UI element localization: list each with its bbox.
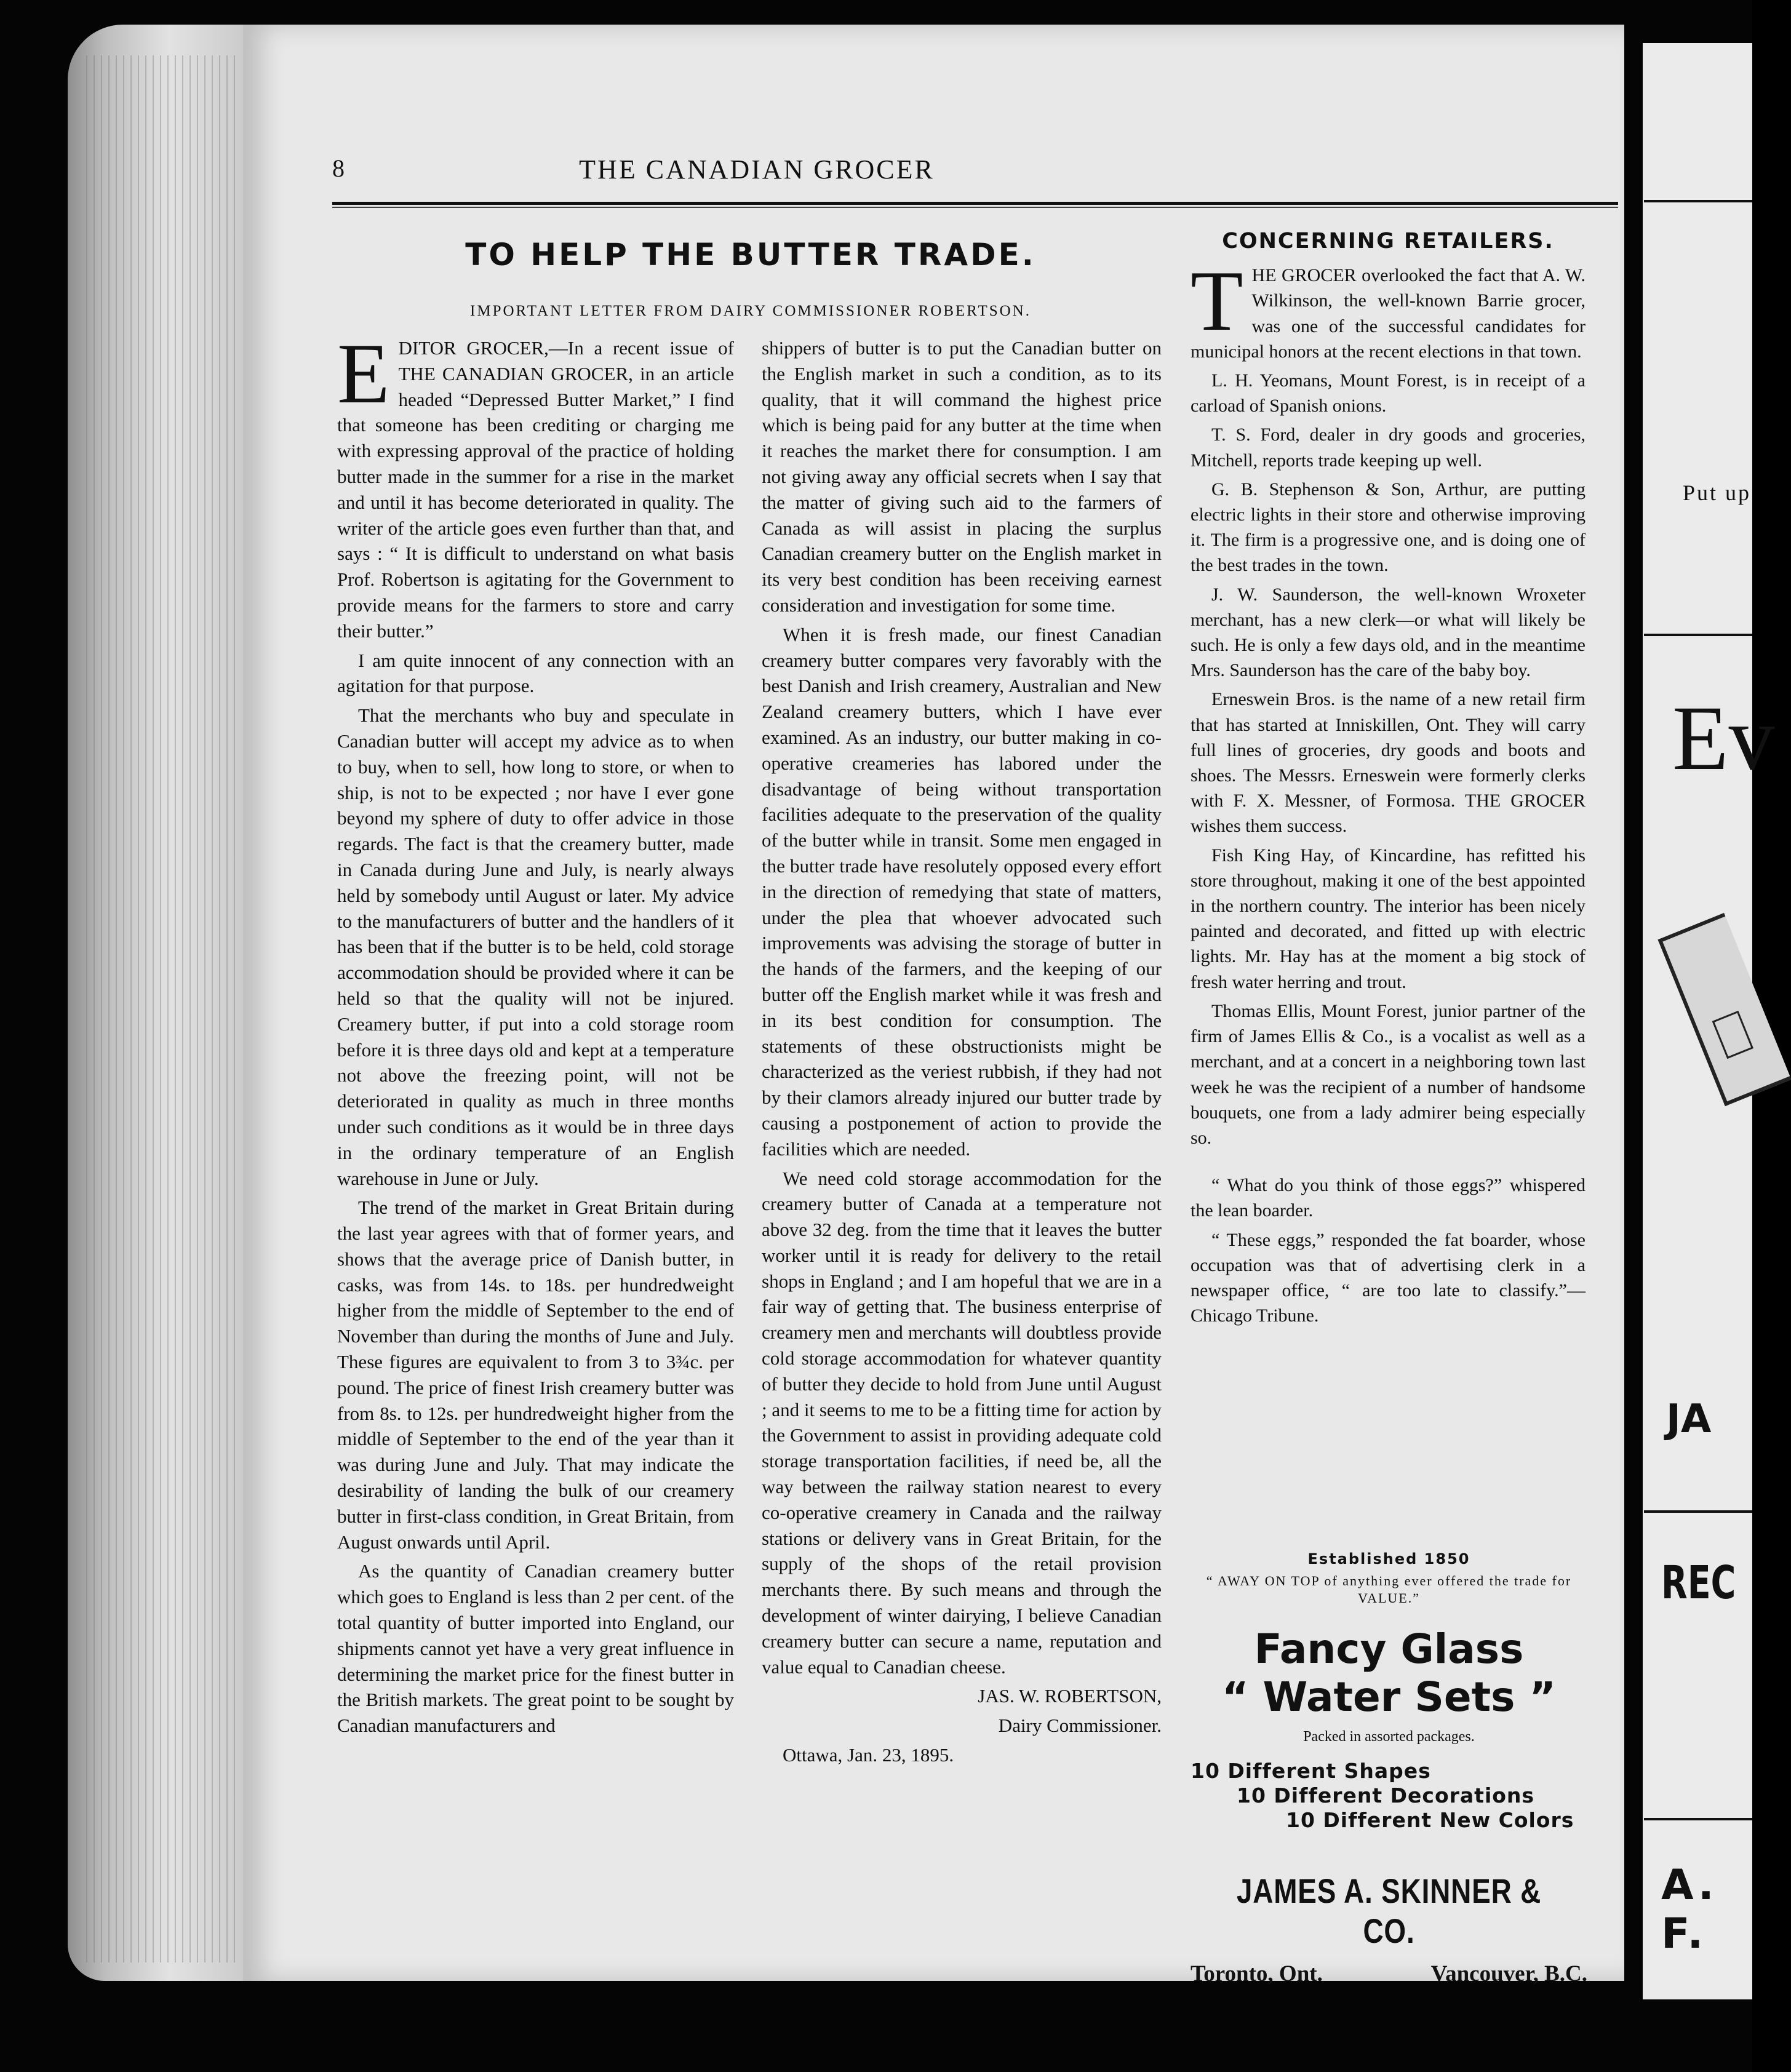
joke-paragraph: “ These eggs,” responded the fat boarder, whose occupation was that of advertising clerk in a newspaper office, “ are too late to classify.”—Chicago Tribune. xyxy=(1191,1229,1586,1326)
advert-line-decorations: 10 Different Decorations xyxy=(1237,1783,1535,1807)
retailers-paragraph: THE GROCER overlooked the fact that A. W. Wilkinson, the well-known Barrie grocer, was one of the successful candidates for municipal honors at the recent elections in that town. xyxy=(1191,253,1586,362)
retailers-paragraph: T. S. Ford, dealer in dry goods and groceries, Mitchell, reports trade keeping up well. xyxy=(1191,424,1586,471)
advert-city-vancouver: Vancouver, B.C. xyxy=(1430,1961,1587,1986)
page-stack-edges xyxy=(80,55,240,1962)
article-subtitle: IMPORTANT LETTER FROM DAIRY COMMISSIONER ROBERTSON. xyxy=(470,303,1031,319)
advert-city-toronto: Toronto, Ont. xyxy=(1191,1961,1323,1986)
article-paragraph: The trend of the market in Great Britain during the last year agrees with that of former years, and shows that the average price of Danish butter, in casks, was from 14s. to 18s. per hundredweight higher from the middle of September to the end of November than during the months of June and July. These figures are equivalent to from 3 to 3¾c. per pound. The price of finest Irish creamery butter was from 8s. to 12s. per hundredweight higher from the middle of September to the end of the year than it was during June and July. That may indicate the desirability of landing the bulk of our creamery butter in first-class condition, in Great Britain, from August onwards until April. xyxy=(337,1197,734,1553)
running-title: THE CANADIAN GROCER xyxy=(579,154,935,185)
retailers-column xyxy=(1191,229,1586,1328)
advert-firm-name: JAMES A. SKINNER & CO. xyxy=(1236,1871,1542,1950)
advert-established: Established 1850 xyxy=(1307,1550,1470,1568)
advert-tagline: “ AWAY ON TOP of anything ever offered the trade for VALUE.” xyxy=(1206,1573,1572,1606)
signature-date: Ottawa, Jan. 23, 1895. xyxy=(783,1744,954,1766)
adjacent-rule xyxy=(1644,200,1752,202)
drop-cap: E xyxy=(337,326,390,421)
advert-packed: Packed in assorted packages. xyxy=(1303,1729,1475,1745)
adjacent-fragment: Put up xyxy=(1683,480,1752,505)
article-paragraph: EDITOR GROCER,—In a recent issue of THE CANADIAN GROCER, in an article headed “Depressed Butter Market,” I find that someone has been crediting or charging me with expressing approval of the practice of holding butter made in the summer for a rise in the market and until it has become deteriorated in quality. The writer of the article goes even further than that, and says : “ It is difficult to understand on what basis Prof. Robertson is agitating for the Government to provide means for the farmers to store and carry their butter.” xyxy=(337,326,734,642)
advert-cities xyxy=(1191,1961,1587,1987)
scan-bottom-border xyxy=(0,1999,1752,2072)
adjacent-fragment: REC xyxy=(1661,1556,1736,1609)
page-header xyxy=(332,154,1181,191)
adjacent-fragment: JA xyxy=(1666,1397,1712,1442)
article-title: TO HELP THE BUTTER TRADE. xyxy=(465,237,1036,273)
adjacent-rule xyxy=(1644,634,1752,636)
signature-title: Dairy Commissioner. xyxy=(998,1715,1162,1737)
advert-headline-2: “ Water Sets ” xyxy=(1222,1673,1556,1721)
retailers-paragraph: Fish King Hay, of Kincardine, has refitted his store throughout, making it one of the best appointed in the northern country. The interior has been nicely painted and decorated, and fitted up with electric lights. Mr. Hay has at the moment a big stock of fresh water herring and trout. xyxy=(1191,845,1586,992)
article-column-2 xyxy=(762,335,1162,1768)
article-paragraph: As the quantity of Canadian creamery butter which goes to England is less than 2 per cent. of the total quantity of butter imported into England, our shipments cannot yet have a very great influence in determining the market price for the finest butter in the British markets. The great point to be sought by Canadian manufacturers and xyxy=(337,1560,734,1737)
drop-cap: T xyxy=(1191,253,1243,349)
article-paragraph: We need cold storage accommodation for the creamery butter of Canada at a temperature not above 32 deg. from the time that it leaves the butter worker until it is ready for delivery to the retail shops in England ; and I am hopeful that we are in a fair way of getting that. The business enterprise of creamery men and merchants will doubtless provide cold storage accommodation for whatever quantity of butter they decide to hold from June until August ; and it seems to me to be a fitting time for action by the Government to assist in providing adequate cold storage transportation facilities, if need be, all the way between the railway station nearest to every co-operative creamery in Canada and the railway stations or delivery vans in Great Britain, for the supply of the shops of the retail provision merchants there. By such means and through the development of winter dairying, I believe Canadian creamery butter can secure a name, reputation and value equal to Canadian cheese. xyxy=(762,1167,1162,1678)
page-number: 8 xyxy=(332,154,345,182)
signature-name: JAS. W. ROBERTSON, xyxy=(978,1685,1162,1707)
article-paragraph: That the merchants who buy and speculate in Canadian butter will accept my advice as to when to buy, when to sell, how long to store, or when to ship, is not to be expected ; nor have I ever gone beyond my sphere of duty to offer advice in those regards. The fact is that the creamery butter, made in Canada during June and July, is nearly always held by somebody until August or later. My advice to the manufacturers of butter and the handlers of it has been that if the butter is to be held, cold storage accommodation should be provided where it can be held so that the quality will not be injured. Creamery butter, if put into a cold storage room before it is three days old and kept at a temperature not above the freezing point, will not be deteriorated in quality as much in three months under such conditions as it would be in three days in the ordinary temperature of an English warehouse in June or July. xyxy=(337,704,734,1189)
adjacent-fragment: Ev xyxy=(1672,687,1775,789)
retailers-paragraph: L. H. Yeomans, Mount Forest, is in receipt of a carload of Spanish onions. xyxy=(1191,370,1586,416)
adjacent-fragment: A. F. xyxy=(1661,1861,1718,1958)
article-paragraph: shippers of butter is to put the Canadian butter on the English market in such a condition, as to its quality, that it will command the highest price which is being paid for any butter at the time when it reaches the market there for consumption. I am not giving away any official secrets when I say that the matter of giving such aid to the farmers of Canada as will assist in placing the surplus Canadian creamery butter on the English market in its very best condition has been receiving earnest consideration and investigation for some time. xyxy=(762,337,1162,616)
retailers-paragraph: Erneswein Bros. is the name of a new retail firm that has started at Inniskillen, Ont. They will carry full lines of groceries, dry goods and boots and shoes. The Messrs. Erneswein were formerly clerks with F. X. Messner, of Formosa. THE GROCER wishes them success. xyxy=(1191,689,1586,837)
advert-line-shapes: 10 Different Shapes xyxy=(1191,1759,1431,1783)
article-paragraph: I am quite innocent of any connection with an agitation for that purpose. xyxy=(337,649,734,697)
article-paragraph: When it is fresh made, our finest Canadian creamery butter compares very favorably with the best Danish and Irish creamery, Australian and New Zealand creamery butters, which I have ever examined. As an industry, our butter making in co-operative creameries has labored under the disadvantage of being without transportation facilities adequate to the preservation of the quality of the butter while in transit. Some men engaged in the butter trade have resolutely opposed every effort in the direction of remedying that state of matters, under the plea that whoever advocated such improvements was advising the storage of butter in the hands of the farmers, and the keeping of our butter off the English market while it was fresh and in its best condition for consumption. The statements of these obstructionists might be characterized as the veriest rubbish, if they had not by their clamors already injured our butter trade by causing a postponement of action to provide the facilities which are needed. xyxy=(762,623,1162,1160)
retailers-paragraph: Thomas Ellis, Mount Forest, junior partner of the firm of James Ellis & Co., is a vocalist as well as a merchant, and at a concert in a neighboring town last week he was the recipient of a number of handsome bouquets, one from a lady admirer being especially so. xyxy=(1191,1000,1586,1148)
glass-water-sets-advert xyxy=(1191,1544,1587,1986)
header-rule-thin xyxy=(332,207,1618,208)
adjacent-rule xyxy=(1644,1818,1752,1820)
header-rule xyxy=(332,202,1618,205)
retailers-title: CONCERNING RETAILERS. xyxy=(1222,229,1554,253)
retailers-paragraph: G. B. Stephenson & Son, Arthur, are putting electric lights in their store and otherwise improving it. The firm is a progressive one, and is doing one of the best trades in the town. xyxy=(1191,479,1586,576)
retailers-paragraph: J. W. Saunderson, the well-known Wroxeter merchant, has a new clerk—or what will likely be such. He is only a few days old, and in the meantime Mrs. Saunderson has the care of the baby boy. xyxy=(1191,584,1586,681)
joke-paragraph: “ What do you think of those eggs?” whispered the lean boarder. xyxy=(1191,1175,1586,1221)
adjacent-rule xyxy=(1644,1510,1752,1513)
advert-line-colors: 10 Different New Colors xyxy=(1286,1808,1574,1832)
advert-headline-1: Fancy Glass xyxy=(1254,1625,1524,1673)
article-column-1 xyxy=(337,326,734,1739)
